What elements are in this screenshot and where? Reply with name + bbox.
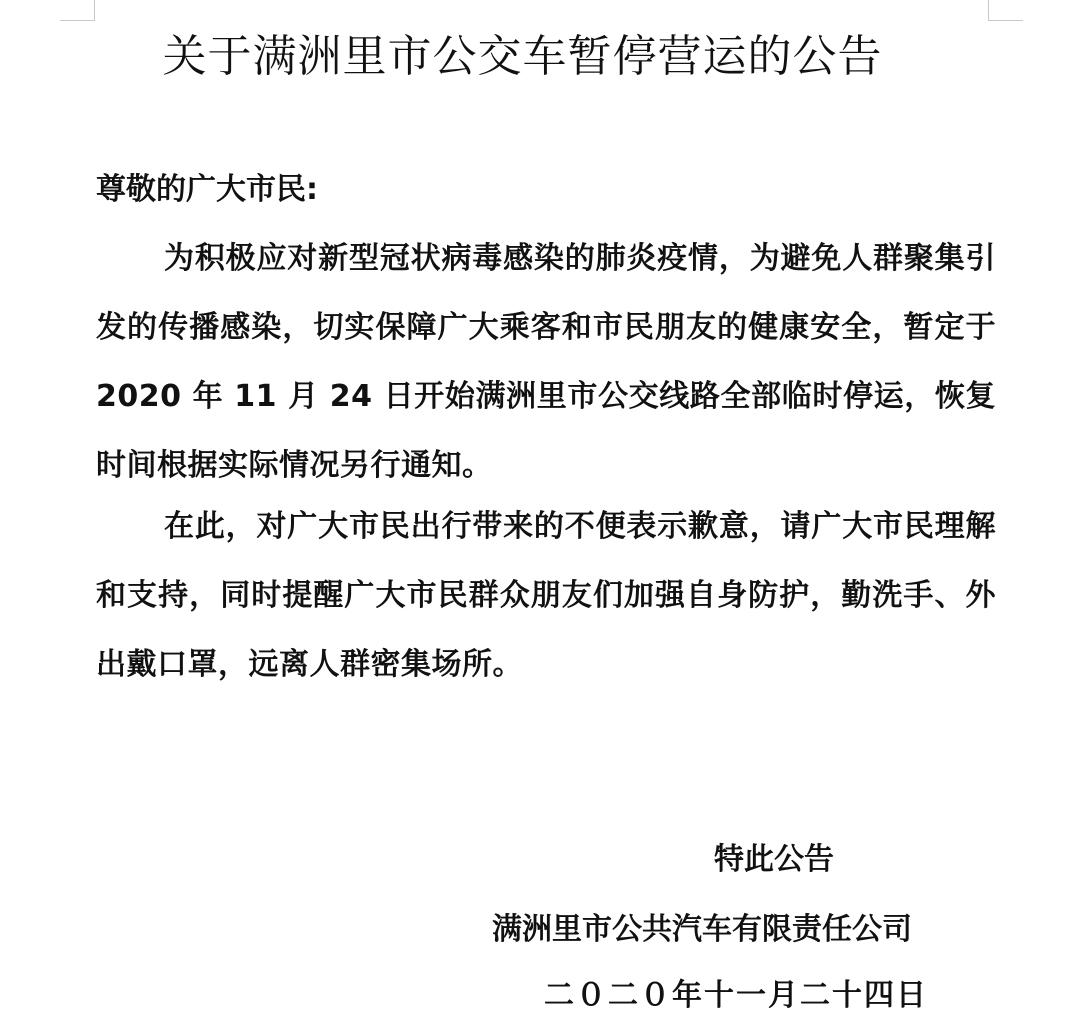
body-paragraph-2: 在此，对广大市民出行带来的不便表示歉意，请广大市民理解和支持，同时提醒广大市民群众朋友们加强自身防护，勤洗手、外出戴口罩，远离人群密集场所。 — [96, 509, 996, 682]
crop-mark-top-right — [988, 0, 1023, 21]
salutation: 尊敬的广大市民: — [96, 172, 318, 207]
crop-mark-top-left — [60, 0, 95, 21]
body-paragraph-1: 为积极应对新型冠状病毒感染的肺炎疫情，为避免人群聚集引发的传播感染，切实保障广大乘客和市民朋友的健康安全，暂定于 2020 年 11 月 24 日开始满洲里市公交线路全部临时停运，恢复时间根据实际情况另行通知。 — [96, 241, 996, 483]
notice-title: 关于满洲里市公交车暂停营运的公告 — [162, 31, 883, 82]
closing-phrase: 特此公告 — [714, 842, 834, 877]
issue-date: 二０二０年十一月二十四日 — [544, 978, 928, 1013]
issuer-name: 满洲里市公共汽车有限责任公司 — [492, 912, 912, 947]
